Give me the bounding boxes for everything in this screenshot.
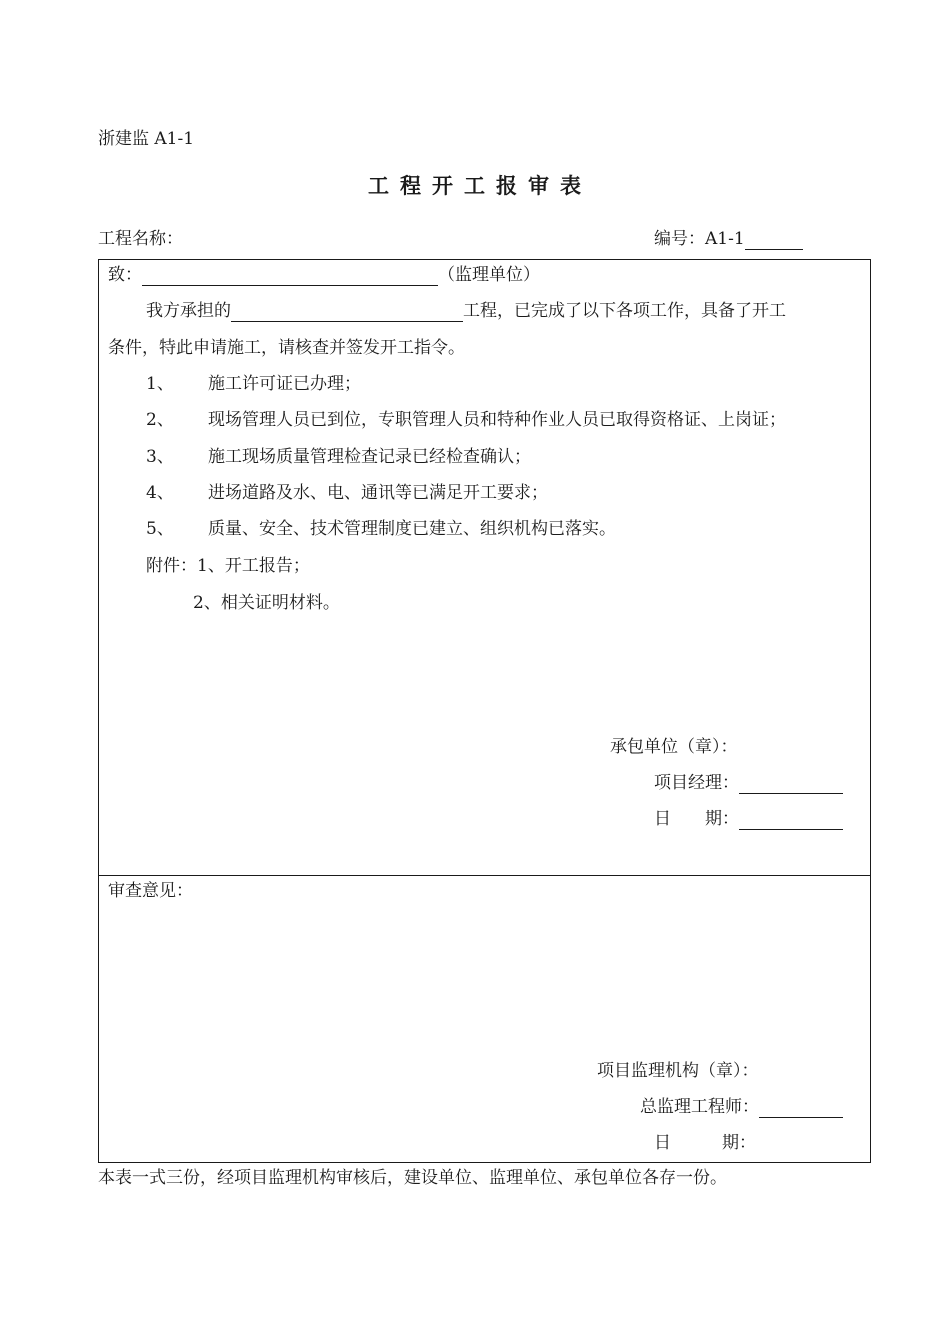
form-number-blank[interactable]: [745, 231, 803, 250]
supervisor-unit-blank[interactable]: [142, 267, 438, 286]
review-section: [98, 875, 871, 1163]
chief-engineer-line: [640, 1096, 843, 1118]
intro-line-1: [146, 300, 786, 322]
review-opinion-label: 审查意见：: [108, 881, 193, 901]
intro-line-2: 条件，特此申请施工，请核查并签发开工指令。: [108, 338, 465, 358]
application-date-line: [654, 808, 843, 830]
application-date-blank[interactable]: [739, 811, 843, 830]
intro-suffix: 工程，已完成了以下各项工作，具备了开工: [463, 301, 786, 321]
form-number-label: 编号：A1-1: [654, 229, 745, 249]
item-5-text: 质量、安全、技术管理制度已建立、组织机构已落实。: [208, 519, 616, 539]
project-manager-label: 项目经理：: [654, 773, 739, 793]
form-code: 浙建监 A1-1: [98, 129, 195, 149]
item-3-text: 施工现场质量管理检查记录已经检查确认；: [208, 447, 531, 467]
item-1-text: 施工许可证已办理；: [208, 374, 361, 394]
to-line: [108, 264, 540, 286]
contractor-label: 承包单位（章）：: [610, 737, 738, 757]
chief-engineer-label: 总监理工程师：: [640, 1097, 759, 1117]
review-date-label: 日 期：: [654, 1133, 756, 1153]
intro-prefix: 我方承担的: [146, 301, 231, 321]
item-5-number: 5、: [146, 519, 174, 539]
application-date-label: 日 期：: [654, 809, 739, 829]
item-4-text: 进场道路及水、电、通讯等已满足开工要求；: [208, 483, 548, 503]
item-2-text: 现场管理人员已到位，专职管理人员和特种作业人员已取得资格证、上岗证；: [208, 410, 786, 430]
to-label: 致：: [108, 265, 142, 285]
project-blank[interactable]: [231, 303, 463, 322]
chief-engineer-blank[interactable]: [759, 1099, 843, 1118]
form-number: [654, 228, 803, 250]
supervision-agency-label: 项目监理机构（章）：: [597, 1061, 759, 1081]
supervisor-unit-suffix: （监理单位）: [438, 265, 540, 285]
project-name-label: 工程名称：: [98, 229, 183, 249]
attachments-label: 附件：1、开工报告；: [146, 556, 310, 576]
footer-note: 本表一式三份，经项目监理机构审核后，建设单位、监理单位、承包单位各存一份。: [98, 1168, 727, 1188]
item-2-number: 2、: [146, 410, 174, 430]
project-manager-blank[interactable]: [739, 775, 843, 794]
attachment-2: 2、相关证明材料。: [193, 593, 340, 613]
item-4-number: 4、: [146, 483, 174, 503]
page-title: 工程开工报审表: [368, 174, 592, 198]
project-manager-line: [654, 772, 843, 794]
item-1-number: 1、: [146, 374, 174, 394]
item-3-number: 3、: [146, 447, 174, 467]
